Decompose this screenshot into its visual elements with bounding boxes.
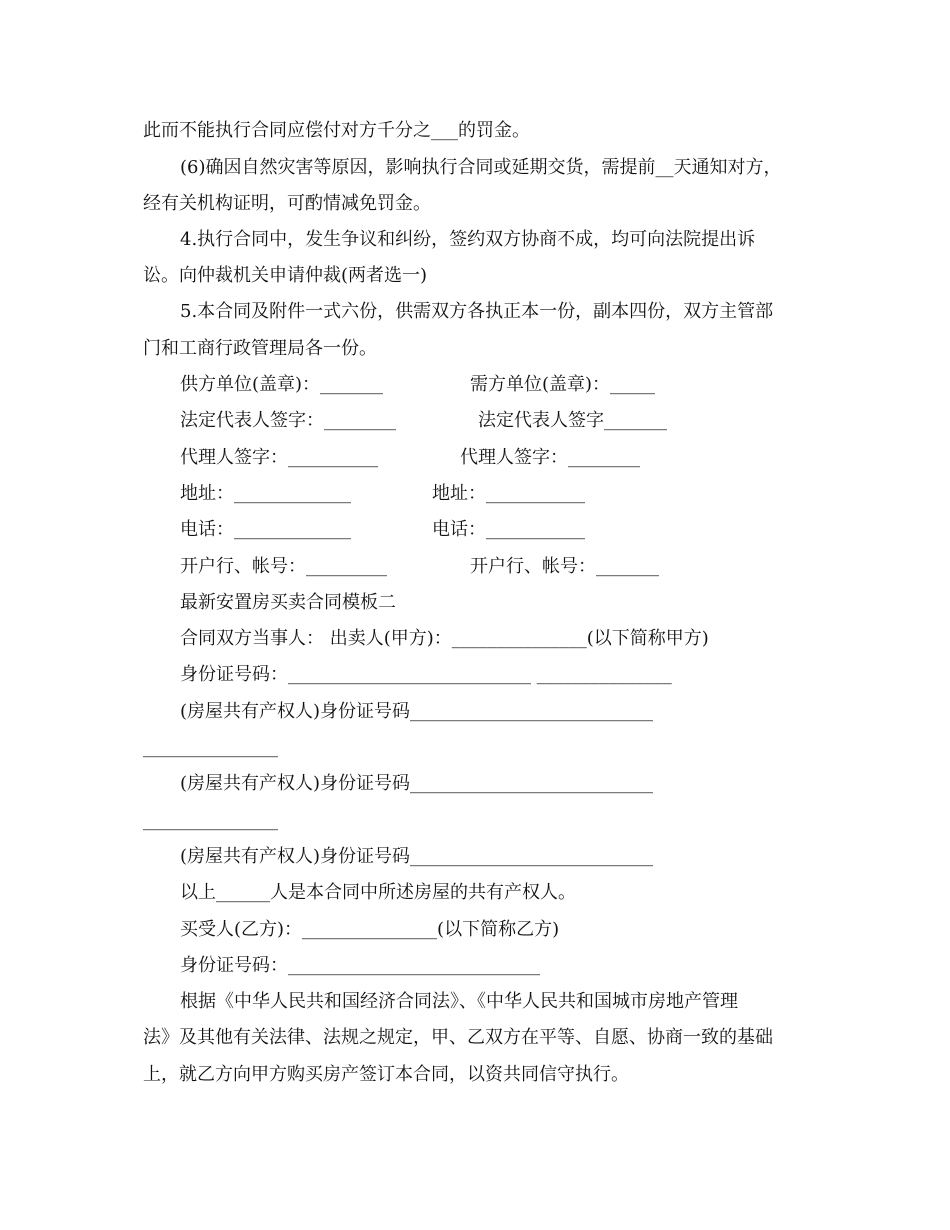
text-line: 身份证号码：___________________________ _______________ — [180, 664, 672, 685]
supplier-address-field: 地址：_____________ — [180, 483, 351, 504]
text-line: 身份证号码：____________________________ — [180, 955, 540, 976]
text-line: 以上______人是本合同中所述房屋的共有产权人。 — [180, 882, 576, 903]
text-line: 此而不能执行合同应偿付对方千分之___的罚金。 — [143, 120, 530, 141]
text-line: (房屋共有产权人)身份证号码___________________________ — [180, 773, 654, 794]
text-line: 讼。向仲裁机关申请仲裁(两者选一) — [143, 265, 428, 286]
text-line: 合同双方当事人： 出卖人(甲方)：_______________(以下简称甲方) — [180, 628, 709, 649]
text-line: 门和工商行政管理局各一份。 — [143, 338, 377, 359]
buyer-rep-field: 法定代表人签字_______ — [478, 410, 667, 431]
text-line: 上，就乙方向甲方购买房产签订本合同，以资共同信守执行。 — [143, 1064, 629, 1085]
supplier-unit-field: 供方单位(盖章)：_______ — [180, 374, 384, 395]
supplier-bank-field: 开户行、帐号：_________ — [180, 556, 387, 577]
text-line: 经有关机构证明，可酌情减免罚金。 — [143, 193, 431, 214]
supplier-rep-field: 法定代表人签字：________ — [180, 410, 396, 431]
text-line: _______________ — [143, 810, 278, 831]
text-line: 4.执行合同中，发生争议和纠纷，签约双方协商不成，均可向法院提出诉 — [180, 229, 756, 250]
text-line: 根据《中华人民共和国经济合同法》、《中华人民共和国城市房地产管理 — [180, 991, 738, 1012]
text-line: 买受人(乙方)：_______________(以下简称乙方) — [180, 919, 560, 940]
buyer-bank-field: 开户行、帐号：_______ — [470, 556, 659, 577]
text-line: (房屋共有产权人)身份证号码___________________________ — [180, 701, 654, 722]
text-line: 5.本合同及附件一式六份，供需双方各执正本一份，副本四份，双方主管部 — [180, 301, 774, 322]
text-line: (房屋共有产权人)身份证号码___________________________ — [180, 846, 654, 867]
supplier-agent-field: 代理人签字：__________ — [180, 447, 378, 468]
buyer-agent-field: 代理人签字：________ — [460, 447, 640, 468]
text-line: 法》及其他有关法律、法规之规定，甲、乙双方在平等、自愿、协商一致的基础 — [143, 1027, 773, 1048]
supplier-phone-field: 电话：_____________ — [180, 519, 351, 540]
buyer-unit-field: 需方单位(盖章)：_____ — [470, 374, 656, 395]
section-title: 最新安置房买卖合同模板二 — [180, 592, 396, 613]
text-line: (6)确因自然灾害等原因，影响执行合同或延期交货，需提前__天通知对方， — [180, 157, 782, 178]
buyer-phone-field: 电话：___________ — [432, 519, 585, 540]
text-line: _______________ — [143, 737, 278, 758]
buyer-address-field: 地址：___________ — [432, 483, 585, 504]
